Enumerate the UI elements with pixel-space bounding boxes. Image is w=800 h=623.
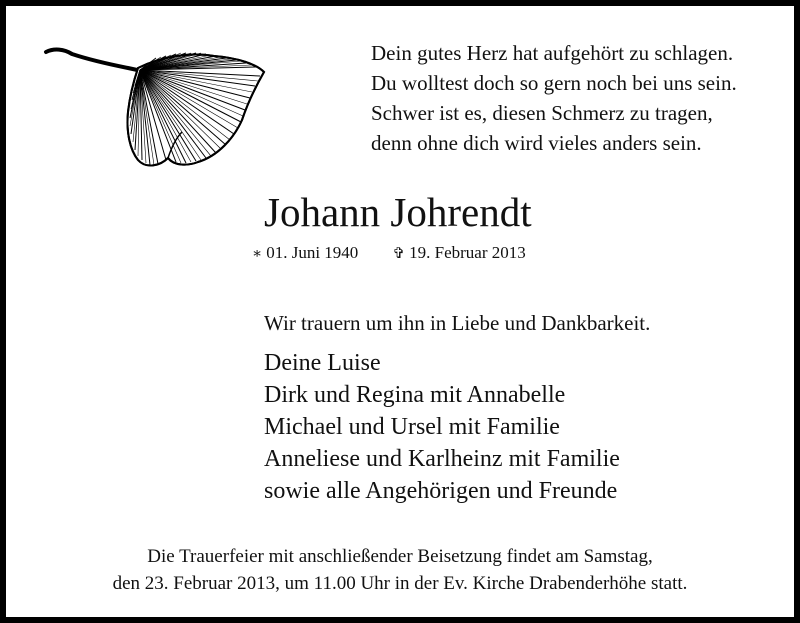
- deceased-name: Johann Johrendt: [264, 189, 532, 235]
- mourner-line: sowie alle Angehörigen und Freunde: [264, 478, 618, 504]
- mourners-list: [264, 347, 620, 507]
- mourner-line: Dirk und Regina mit Annabelle: [264, 382, 566, 408]
- poem-line: denn ohne dich wird vieles anders sein.: [371, 131, 702, 155]
- mourning-statement: Wir trauern um ihn in Liebe und Dankbarkeit.: [264, 311, 651, 335]
- birth-star-icon: ∗: [252, 246, 263, 262]
- death-cross-icon: ✞: [392, 246, 406, 262]
- birth-date: 01. Juni 1940: [266, 243, 359, 262]
- ginkgo-leaf-icon: [42, 42, 270, 178]
- life-dates: [252, 242, 526, 265]
- mourner-line: Michael und Ursel mit Familie: [264, 414, 560, 440]
- mourner-line: Deine Luise: [264, 350, 381, 376]
- mourner-line: Anneliese und Karlheinz mit Familie: [264, 446, 620, 472]
- service-line: den 23. Februar 2013, um 11.00 Uhr in der Ev. Kirche Drabenderhöhe statt.: [112, 573, 688, 594]
- death-date: 19. Februar 2013: [409, 243, 526, 262]
- poem-line: Dein gutes Herz hat aufgehört zu schlagen.: [371, 41, 734, 65]
- poem-line: Schwer ist es, diesen Schmerz zu tragen,: [371, 101, 713, 125]
- funeral-service-notice: [6, 543, 794, 597]
- service-line: Die Trauerfeier mit anschließender Beisetzung findet am Samstag,: [147, 546, 653, 567]
- poem: [371, 38, 737, 158]
- poem-line: Du wolltest doch so gern noch bei uns sein.: [371, 71, 737, 95]
